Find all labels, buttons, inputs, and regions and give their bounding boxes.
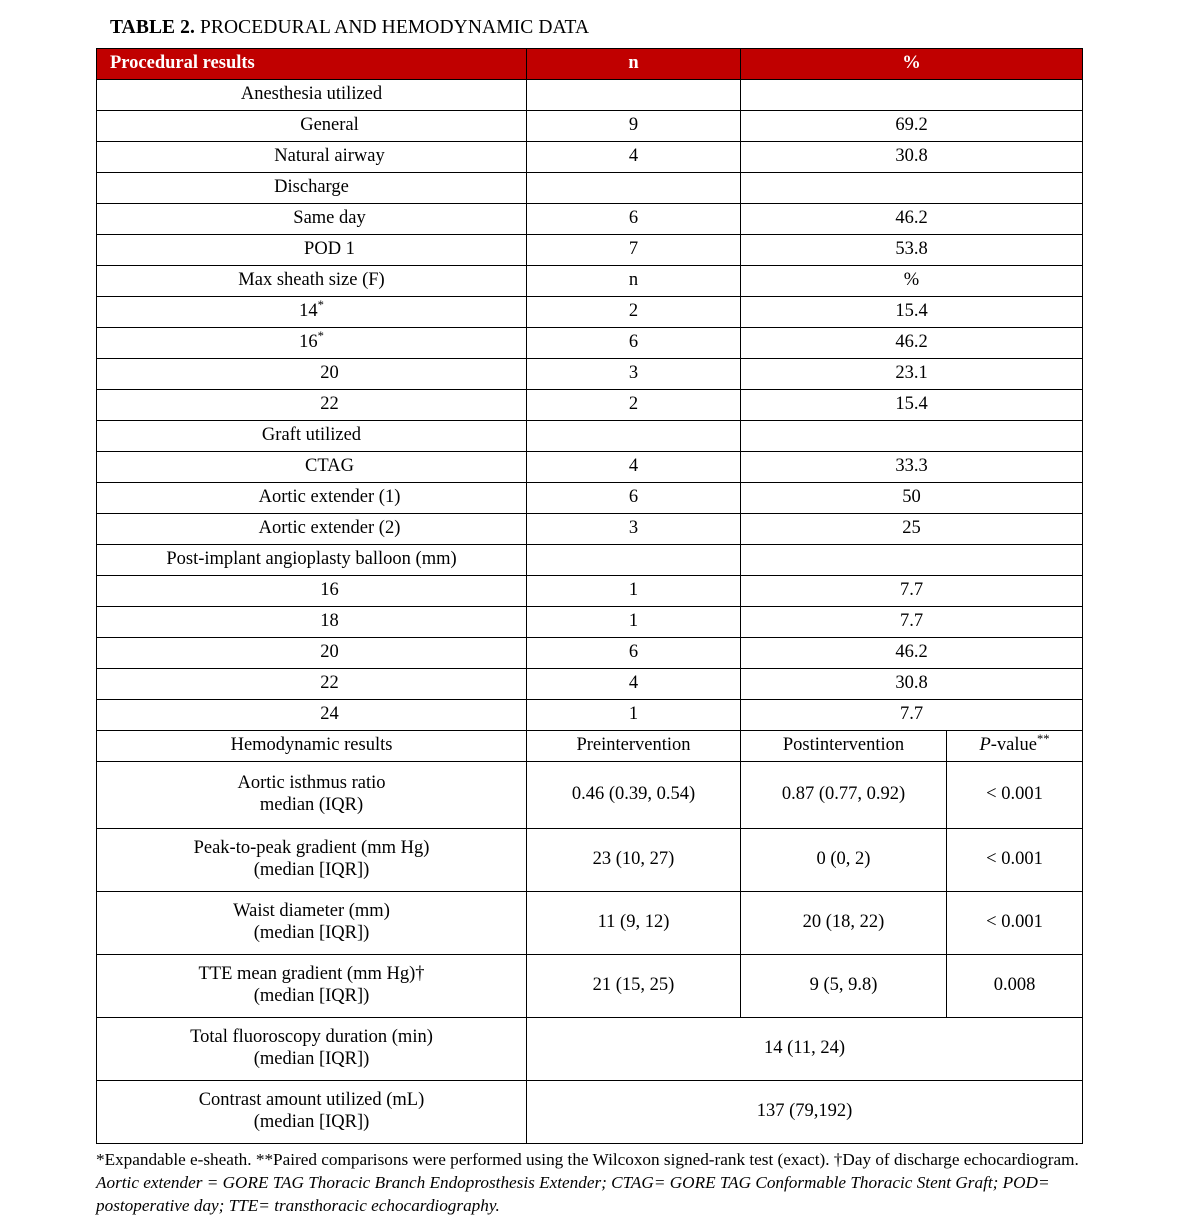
table-row: [97, 204, 1083, 235]
row-value-percent: 15.4: [741, 297, 1083, 328]
merged-row-value: 137 (79,192): [527, 1081, 1083, 1144]
table-body: [97, 49, 1083, 1144]
section-header-row: [97, 173, 1083, 204]
dagger-marker: †: [415, 964, 425, 985]
footnote-marker: *: [317, 328, 324, 343]
row-label-text: 22: [320, 673, 339, 694]
hemodynamic-preintervention-value: 0.46 (0.39, 0.54): [527, 762, 741, 829]
row-label: [97, 452, 527, 483]
section-label: Anesthesia utilized: [97, 80, 527, 111]
hemodynamic-preintervention-value: 11 (9, 12): [527, 892, 741, 955]
row-label-text: 20: [320, 642, 339, 663]
row-value-percent: 33.3: [741, 452, 1083, 483]
row-value-n: 4: [527, 452, 741, 483]
section-col-n: [527, 545, 741, 576]
hemodynamic-row: [97, 955, 1083, 1018]
row-value-n: 4: [527, 669, 741, 700]
hemodynamic-row-label-line1: [97, 838, 526, 860]
row-value-n: 6: [527, 328, 741, 359]
section-header-row: [97, 545, 1083, 576]
row-value-percent: 30.8: [741, 142, 1083, 173]
hemodynamic-row: [97, 829, 1083, 892]
row-label: [97, 700, 527, 731]
column-header-hemodynamic-results: Hemodynamic results: [97, 731, 527, 762]
section-col-n: [527, 421, 741, 452]
row-value-percent: 25: [741, 514, 1083, 545]
hemodynamic-preintervention-value: 21 (15, 25): [527, 955, 741, 1018]
row-value-percent: 46.2: [741, 204, 1083, 235]
row-label: [97, 607, 527, 638]
table-row: [97, 483, 1083, 514]
row-label-text: Natural airway: [274, 146, 385, 167]
row-label: [97, 235, 527, 266]
merged-row-label-line2: (median [IQR]): [253, 1112, 370, 1132]
column-header-postintervention: Postintervention: [741, 731, 947, 762]
table-title: [110, 16, 1081, 40]
table-row: [97, 328, 1083, 359]
p-value-rest: -value: [990, 735, 1037, 756]
section-col-percent: [741, 80, 1083, 111]
row-label: [97, 359, 527, 390]
section-header-row: [97, 266, 1083, 297]
row-label-text: 20: [320, 363, 339, 384]
hemodynamic-row-label-line1-text: Waist diameter (mm): [233, 901, 390, 922]
footnote-plain-text: *Expandable e-sheath. **Paired comparisons were performed using the Wilcoxon signed-rank test (exact). †Day of discharge echocardiogram.: [96, 1150, 1079, 1169]
row-label-text: Same day: [293, 208, 366, 229]
table-row: [97, 390, 1083, 421]
hemodynamic-row-label: [97, 762, 527, 829]
p-value-footnote-marker: **: [1036, 731, 1050, 746]
hemodynamic-postintervention-value: 9 (5, 9.8): [741, 955, 947, 1018]
section-col-n: [527, 80, 741, 111]
hemodynamic-row-label-line2: (median [IQR]): [253, 923, 370, 943]
hemodynamic-row-label-line1-text: TTE mean gradient (mm Hg): [198, 964, 416, 985]
row-label: [97, 669, 527, 700]
row-value-n: 1: [527, 700, 741, 731]
table-row: [97, 638, 1083, 669]
p-value-italic-p: P: [979, 735, 991, 756]
section-col-n: [527, 173, 741, 204]
row-label-text: 22: [320, 394, 339, 415]
row-value-n: 2: [527, 390, 741, 421]
table-row: [97, 359, 1083, 390]
row-label: [97, 483, 527, 514]
row-label-text: 24: [320, 704, 339, 725]
row-label: [97, 514, 527, 545]
row-label: [97, 390, 527, 421]
row-value-percent: 23.1: [741, 359, 1083, 390]
hemodynamic-p-value: < 0.001: [947, 892, 1083, 955]
row-value-percent: 46.2: [741, 328, 1083, 359]
row-value-percent: 50: [741, 483, 1083, 514]
table-row: [97, 452, 1083, 483]
row-value-n: 7: [527, 235, 741, 266]
hemodynamic-preintervention-value: 23 (10, 27): [527, 829, 741, 892]
row-value-n: 2: [527, 297, 741, 328]
row-value-percent: 46.2: [741, 638, 1083, 669]
column-header-percent: %: [741, 49, 1083, 80]
hemodynamic-header-row: [97, 731, 1083, 762]
merged-row-value: 14 (11, 24): [527, 1018, 1083, 1081]
section-header-row: [97, 421, 1083, 452]
section-col-percent: [741, 173, 1083, 204]
row-label-text: 16: [320, 580, 339, 601]
hemodynamic-row-label: [97, 955, 527, 1018]
row-label-text: Aortic extender (1): [258, 487, 401, 508]
hemodynamic-p-value: < 0.001: [947, 762, 1083, 829]
procedural-hemodynamic-table: [96, 48, 1083, 1144]
row-value-n: 6: [527, 483, 741, 514]
table-row: [97, 700, 1083, 731]
hemodynamic-p-value: < 0.001: [947, 829, 1083, 892]
row-label: [97, 638, 527, 669]
section-header-row: [97, 80, 1083, 111]
hemodynamic-row-label-line1: [97, 773, 526, 795]
hemodynamic-row-label: [97, 829, 527, 892]
row-value-percent: 7.7: [741, 576, 1083, 607]
table-row: [97, 142, 1083, 173]
row-value-n: 6: [527, 204, 741, 235]
row-value-percent: 7.7: [741, 607, 1083, 638]
hemodynamic-row-label-line1-text: Peak-to-peak gradient (mm Hg): [193, 838, 430, 859]
hemodynamic-row-label: [97, 892, 527, 955]
section-label: Graft utilized: [97, 421, 527, 452]
merged-row-label-line1: Total fluoroscopy duration (min): [190, 1027, 433, 1048]
row-value-n: 1: [527, 576, 741, 607]
row-label: [97, 204, 527, 235]
merged-row-label: [97, 1018, 527, 1081]
table-row: [97, 576, 1083, 607]
merged-value-row: [97, 1018, 1083, 1081]
row-value-n: 4: [527, 142, 741, 173]
row-label-text: General: [300, 115, 359, 136]
section-col-percent: [741, 545, 1083, 576]
column-header-preintervention: Preintervention: [527, 731, 741, 762]
row-label: [97, 142, 527, 173]
hemodynamic-row-label-line1: [97, 901, 526, 923]
row-label: [97, 328, 527, 359]
table-row: [97, 297, 1083, 328]
table-row: [97, 514, 1083, 545]
row-value-n: 6: [527, 638, 741, 669]
section-col-percent: [741, 421, 1083, 452]
hemodynamic-row: [97, 892, 1083, 955]
hemodynamic-row-label-line1: [97, 964, 526, 986]
table-footnote: [96, 1149, 1082, 1218]
row-value-n: 3: [527, 514, 741, 545]
table-row: [97, 235, 1083, 266]
row-value-n: 9: [527, 111, 741, 142]
hemodynamic-row-label-line2: median (IQR): [259, 795, 364, 815]
row-value-percent: 53.8: [741, 235, 1083, 266]
column-header-p-value: [947, 731, 1083, 762]
row-label: [97, 576, 527, 607]
section-label: Discharge: [97, 173, 527, 204]
section-col-n: n: [527, 266, 741, 297]
footnote-italic-text: Aortic extender = GORE TAG Thoracic Branch Endoprosthesis Extender; CTAG= GORE TAG Conformable Thoracic Stent Graft; POD= postoperative day; TTE= transthoracic echocardiography.: [96, 1172, 1050, 1215]
footnote-marker: *: [317, 297, 324, 312]
row-label-text: 16: [299, 332, 318, 353]
table-title-label: TABLE 2.: [110, 17, 195, 38]
hemodynamic-row-label-line1-text: Aortic isthmus ratio: [237, 773, 386, 794]
hemodynamic-row-label-line2: (median [IQR]): [253, 986, 370, 1006]
hemodynamic-row: [97, 762, 1083, 829]
row-value-percent: 15.4: [741, 390, 1083, 421]
hemodynamic-postintervention-value: 0.87 (0.77, 0.92): [741, 762, 947, 829]
row-label-text: Aortic extender (2): [258, 518, 401, 539]
row-value-n: 3: [527, 359, 741, 390]
table-title-text: PROCEDURAL AND HEMODYNAMIC DATA: [194, 17, 590, 38]
row-value-percent: 7.7: [741, 700, 1083, 731]
row-label-text: CTAG: [305, 456, 354, 477]
row-label: [97, 111, 527, 142]
column-header-procedural-results: Procedural results: [97, 49, 527, 80]
row-label-text: POD 1: [304, 239, 355, 260]
hemodynamic-postintervention-value: 0 (0, 2): [741, 829, 947, 892]
merged-row-label-line2: (median [IQR]): [253, 1049, 370, 1069]
row-label: [97, 297, 527, 328]
row-value-percent: 30.8: [741, 669, 1083, 700]
row-label-text: 14: [299, 301, 318, 322]
section-label: Post-implant angioplasty balloon (mm): [97, 545, 527, 576]
section-label: Max sheath size (F): [97, 266, 527, 297]
hemodynamic-postintervention-value: 20 (18, 22): [741, 892, 947, 955]
row-value-percent: 69.2: [741, 111, 1083, 142]
section-col-percent: %: [741, 266, 1083, 297]
hemodynamic-row-label-line2: (median [IQR]): [253, 860, 370, 880]
column-header-n: n: [527, 49, 741, 80]
merged-value-row: [97, 1081, 1083, 1144]
table-row: [97, 607, 1083, 638]
table-row: [97, 111, 1083, 142]
table-header-row: [97, 49, 1083, 80]
table-row: [97, 669, 1083, 700]
row-value-n: 1: [527, 607, 741, 638]
hemodynamic-p-value: 0.008: [947, 955, 1083, 1018]
row-label-text: 18: [320, 611, 339, 632]
merged-row-label-line1: Contrast amount utilized (mL): [198, 1090, 425, 1111]
merged-row-label: [97, 1081, 527, 1144]
